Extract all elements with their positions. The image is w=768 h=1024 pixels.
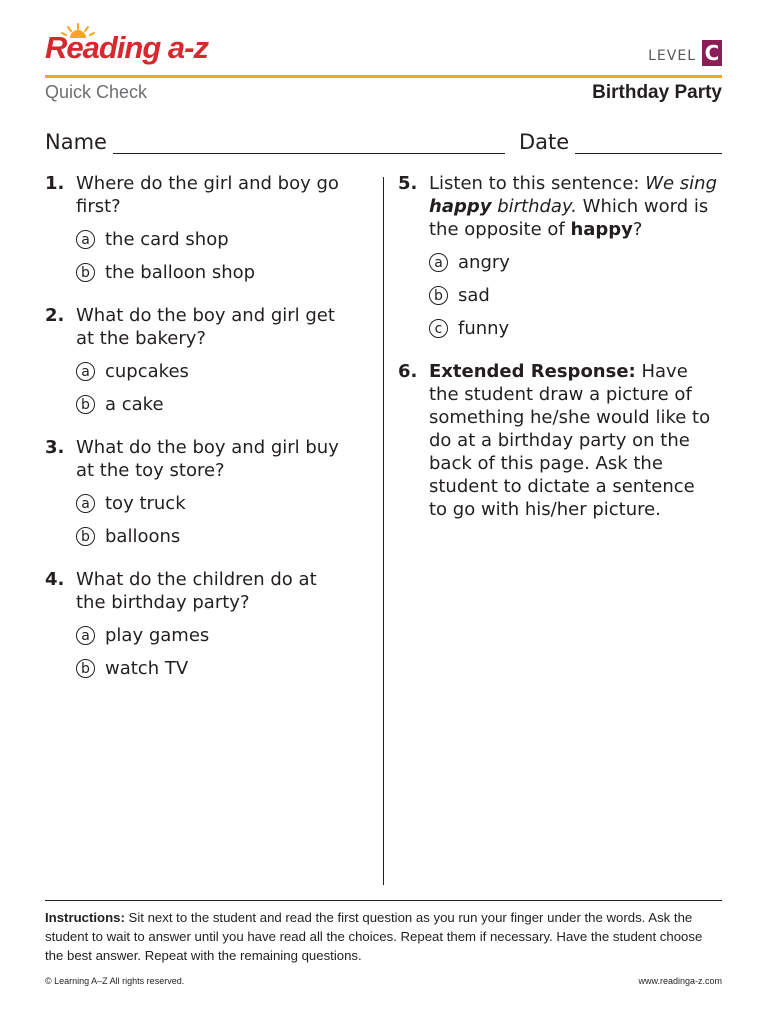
choice-text: angry <box>458 252 510 273</box>
choice-text: cupcakes <box>105 361 189 382</box>
choice-bubble[interactable]: c <box>429 319 448 338</box>
choice-bubble[interactable]: b <box>429 286 448 305</box>
header-divider <box>45 75 722 78</box>
answer-choice[interactable] <box>429 251 718 274</box>
answer-choice[interactable] <box>429 317 718 340</box>
question-number: 5. <box>398 173 418 194</box>
instructions <box>45 908 722 965</box>
choice-bubble[interactable]: b <box>76 659 95 678</box>
emphasized-word: happy <box>429 196 492 217</box>
extended-response-label: Extended Response: <box>429 361 636 382</box>
column-divider <box>383 177 384 885</box>
questions-left-column <box>45 172 345 700</box>
quoted-sentence: We sing <box>645 173 717 194</box>
choice-bubble[interactable]: b <box>76 263 95 282</box>
question-3 <box>45 436 345 548</box>
target-word: happy <box>570 219 633 240</box>
instructions-text: Sit next to the student and read the first question as you run your finger under the words. Ask the student to wait to answer until you have read all the choices. Repeat them if necessary. Have the student choose the best answer. Repeat with the remaining questions. <box>45 910 703 963</box>
brand-logo: Reading a-z <box>45 30 208 65</box>
choice-bubble[interactable]: b <box>76 395 95 414</box>
extended-response-text: Have the student draw a picture of something he/she would like to do at a birthday party on the back of this page. Ask the student to dictate a sentence to go with his/her picture. <box>429 361 711 520</box>
level-badge: C <box>702 40 722 66</box>
answer-choice[interactable] <box>76 624 345 647</box>
choice-bubble[interactable]: a <box>76 362 95 381</box>
choice-text: play games <box>105 625 210 646</box>
choice-text: funny <box>458 318 510 339</box>
question-5 <box>398 172 718 340</box>
choice-text: the balloon shop <box>105 262 256 283</box>
question-1 <box>45 172 345 284</box>
name-date-line <box>45 124 722 154</box>
level-label: LEVEL <box>648 48 696 64</box>
questions-right-column <box>398 172 718 541</box>
question-number: 1. <box>45 173 65 194</box>
choice-bubble[interactable]: b <box>76 527 95 546</box>
answer-choice[interactable] <box>76 360 345 383</box>
choice-text: watch TV <box>105 658 189 679</box>
answer-choice[interactable] <box>76 492 345 515</box>
date-label: Date <box>518 130 570 154</box>
name-label: Name <box>45 130 107 154</box>
question-text <box>429 360 718 521</box>
name-field[interactable] <box>113 131 505 154</box>
choice-bubble[interactable]: a <box>76 626 95 645</box>
choice-text: sad <box>458 285 490 306</box>
answer-choice[interactable] <box>76 261 345 284</box>
answer-choice[interactable] <box>76 657 345 680</box>
question-text-part: Listen to this sentence: <box>429 173 646 194</box>
answer-choice[interactable] <box>76 525 345 548</box>
question-text-part: ? <box>632 219 643 240</box>
copyright-notice: © Learning A–Z All rights reserved. <box>45 976 185 986</box>
question-text <box>429 172 718 241</box>
answer-choice[interactable] <box>429 284 718 307</box>
question-number: 3. <box>45 437 65 458</box>
question-text: What do the boy and girl get at the bakery? <box>76 305 335 349</box>
question-text: What do the boy and girl buy at the toy store? <box>76 437 339 481</box>
choice-bubble[interactable]: a <box>76 494 95 513</box>
question-4 <box>45 568 345 680</box>
question-6 <box>398 360 718 521</box>
question-text: Where do the girl and boy go first? <box>76 173 339 217</box>
footer-divider <box>45 900 722 901</box>
question-text-part: Which word is the opposite of <box>429 196 709 240</box>
question-number: 4. <box>45 569 65 590</box>
answer-choice[interactable] <box>76 228 345 251</box>
choice-text: balloons <box>105 526 181 547</box>
choice-text: the card shop <box>105 229 229 250</box>
instructions-label: Instructions: <box>45 910 125 925</box>
question-number: 6. <box>398 361 418 382</box>
level-indicator <box>648 40 722 66</box>
choice-bubble[interactable]: a <box>76 230 95 249</box>
question-text: What do the children do at the birthday party? <box>76 569 317 613</box>
date-field[interactable] <box>575 131 722 154</box>
choice-bubble[interactable]: a <box>429 253 448 272</box>
page-subtitle: Quick Check <box>45 82 148 102</box>
choice-text: toy truck <box>105 493 186 514</box>
quoted-sentence-end: birthday. <box>491 196 577 217</box>
answer-choice[interactable] <box>76 393 345 416</box>
question-2 <box>45 304 345 416</box>
book-title: Birthday Party <box>592 82 722 103</box>
question-number: 2. <box>45 305 65 326</box>
choice-text: a cake <box>105 394 164 415</box>
website-link[interactable]: www.readinga-z.com <box>638 976 722 986</box>
